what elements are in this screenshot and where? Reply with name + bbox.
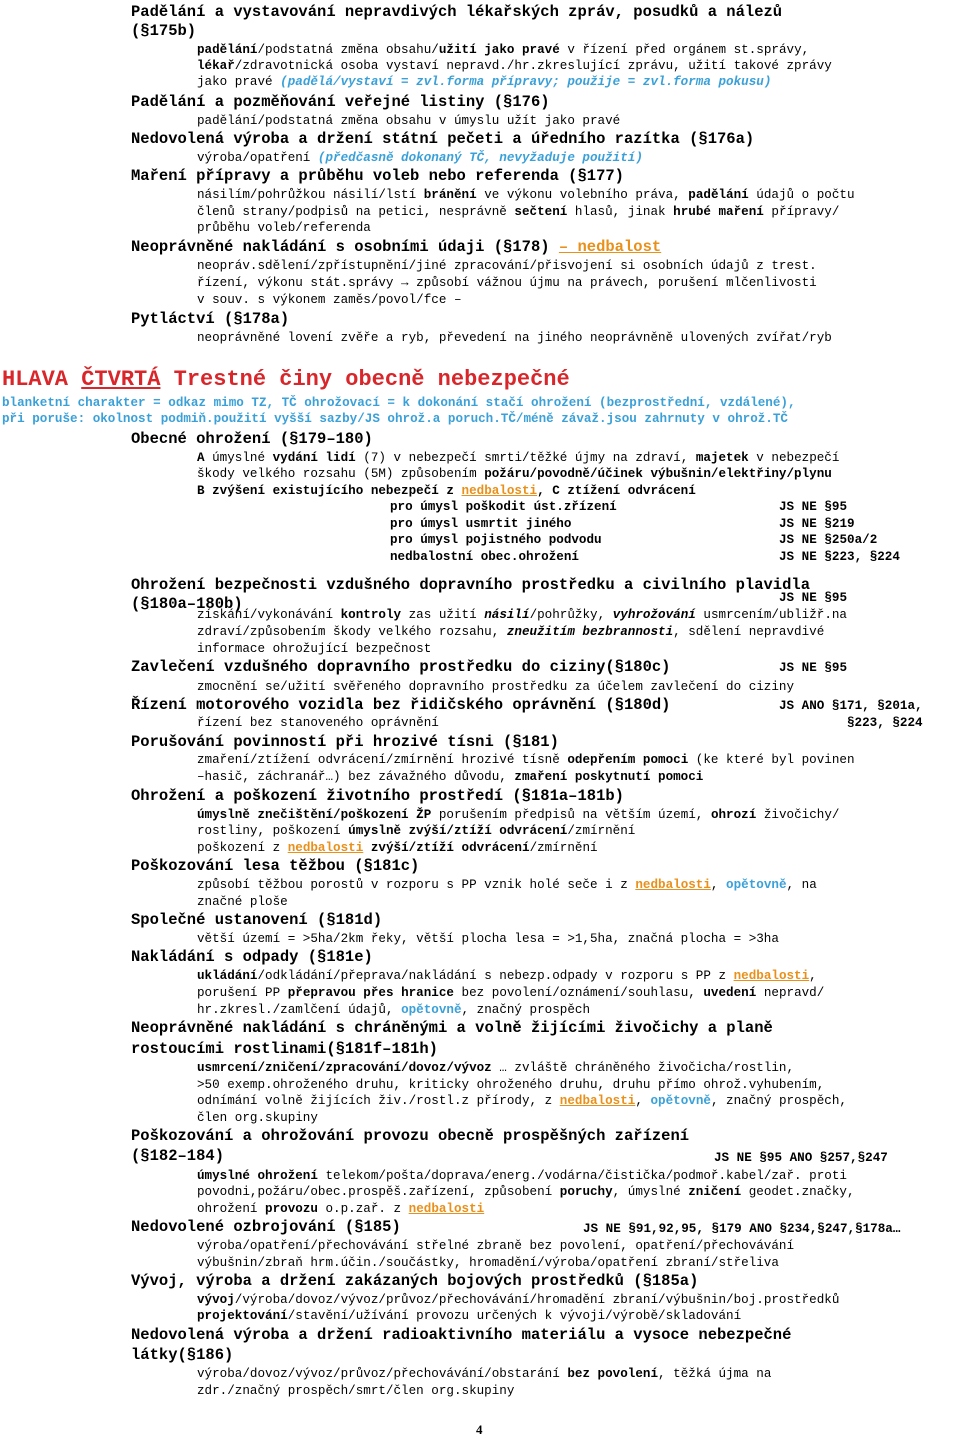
text-segment: nedbalosti	[559, 1094, 636, 1108]
text-segment: /zdravotnická osoba vystaví nepravd./hr.zkreslující zprávu, užití takové zprávy	[234, 59, 832, 73]
text-segment: zmocnění se/užití svěřeného dopravního prostředku za účelem zavlečení do ciziny	[197, 680, 795, 694]
text-segment: , na	[786, 878, 817, 892]
text-segment: … zvláště chráněného živočicha/rostlin,	[491, 1061, 795, 1075]
description-line	[197, 807, 839, 823]
text-segment: násilí	[484, 608, 530, 622]
text-segment: výroba/dovoz/vývoz/průvoz/přechovávání/obstarání	[197, 1367, 568, 1381]
description-line	[197, 113, 620, 129]
text-segment: látky(§186)	[131, 1346, 234, 1364]
section-heading	[131, 93, 550, 112]
text-segment: zas užití	[401, 608, 485, 622]
chapter-heading	[2, 366, 570, 394]
text-segment: nedbalosti	[408, 1202, 485, 1216]
text-segment: zmaření/ztížení odvrácení/zmírnění hrozivé tísně	[197, 753, 568, 767]
section-heading	[131, 1326, 791, 1345]
text-segment: bránění	[423, 188, 477, 202]
text-segment: Neoprávněné nakládání s chráněnými a volně žijícími živočichy a planě	[131, 1019, 773, 1037]
text-segment: ve výkonu volebního práva,	[476, 188, 689, 202]
text-segment: majetek	[695, 451, 749, 465]
text-segment: Společné ustanovení (§181d)	[131, 911, 383, 929]
description-line	[197, 74, 771, 90]
text-segment: požáru/povodně/účinek výbušnin/elektřiny/plynu	[484, 467, 832, 481]
text-segment: jako pravé	[197, 75, 281, 89]
description-line	[197, 1238, 794, 1254]
text-segment: bez povolení/oznámení/souhlasu,	[453, 986, 704, 1000]
section-heading	[131, 1272, 698, 1291]
intent-row-label: nedbalostní obec.ohrožení	[390, 550, 579, 564]
section-heading	[131, 1147, 224, 1166]
text-segment: Poškozování lesa těžbou (§181c)	[131, 857, 420, 875]
text-segment: lékař	[197, 59, 235, 73]
description-line	[197, 1002, 590, 1018]
description-line	[197, 968, 817, 984]
text-segment: poškození z	[197, 841, 288, 855]
text-segment: , úmyslné	[612, 1185, 689, 1199]
legal-reference: JS NE §91,92,95, §179 ANO §234,§247,§178a…	[583, 1222, 901, 1236]
text-segment: údajů o počtu	[748, 188, 855, 202]
text-segment: (§175b)	[131, 22, 197, 40]
text-segment: porušení PP	[197, 986, 288, 1000]
section-heading	[131, 22, 196, 41]
text-segment: opětovně	[726, 878, 787, 892]
text-segment: člen org.skupiny	[197, 1111, 318, 1125]
description-line	[197, 1383, 514, 1399]
text-segment: kontroly	[340, 608, 402, 622]
chapter-subtitle-1: blanketní charakter = odkaz mimo TZ, TČ ohrožovací = k dokonání stačí ohrožení (bezprostřední, vzdálené),	[2, 396, 796, 410]
text-segment: způsobí těžbou porostů v rozporu s PP vznik holé seče i z	[197, 878, 636, 892]
description-line	[197, 150, 643, 166]
text-segment: /výroba/dovoz/vývoz/průvoz/přechovávání/hromadění zbraní/výbušnin/boj.prostředků	[234, 1293, 840, 1307]
text-segment: /podstatná změna obsahu/	[257, 43, 439, 57]
description-line	[197, 840, 598, 856]
chapter-title-c: Trestné činy obecně nebezpečné	[160, 367, 570, 392]
text-segment: A	[197, 451, 205, 465]
text-segment: Zavlečení vzdušného dopravního prostředku do ciziny(§180c)	[131, 658, 671, 676]
text-segment: B zvýšení existujícího nebezpečí z	[197, 484, 462, 498]
text-segment: Ohrožení bezpečnosti vzdušného dopravního prostředku a civilního plavidla	[131, 576, 811, 594]
description-line	[197, 204, 839, 220]
intent-row-ref: JS NE §250a/2	[779, 533, 878, 547]
description-line	[197, 715, 439, 731]
text-segment: užití jako pravé	[438, 43, 560, 57]
legal-reference: JS NE §95 ANO §257,§247	[714, 1151, 888, 1165]
description-line	[197, 1184, 855, 1200]
description-line	[197, 877, 817, 893]
text-segment: výroba/opatření	[197, 151, 318, 165]
text-segment: ,	[809, 969, 817, 983]
text-segment: , značný prospěch,	[710, 1094, 847, 1108]
text-segment: odnímání volně žijících živ./rostl.z přírody, z	[197, 1094, 560, 1108]
description-line	[197, 1255, 779, 1271]
text-segment: /stavění/užívání provozu určených k vývoji/výrobě/skladování	[287, 1309, 742, 1323]
text-segment: ,	[635, 1094, 651, 1108]
text-segment: řízení, výkonu stát.správy → způsobí vážnou újmu na právech, porušení mlčenlivosti	[197, 276, 817, 290]
text-segment: porušením předpisů na větším území,	[431, 808, 711, 822]
text-segment: (padělá/vystaví = zvl.forma přípravy; použije = zvl.forma pokusu)	[280, 75, 772, 89]
text-segment: Poškozování a ohrožování provozu obecně prospěšných zařízení	[131, 1127, 690, 1145]
text-segment: živočichy/	[756, 808, 840, 822]
text-segment: usmrcení/zničení/zpracování/dovoz/vývoz	[197, 1061, 492, 1075]
text-segment: zmaření poskytnutí pomoci	[514, 770, 704, 784]
text-segment: , sdělení nepravdivé	[673, 625, 825, 639]
text-segment: úmyslné	[204, 451, 273, 465]
text-segment: /odkládání/přeprava/nakládání s nebezp.odpady v rozporu s PP z	[257, 969, 734, 983]
description-line	[197, 330, 832, 346]
description-line	[197, 1292, 839, 1308]
text-segment: úmyslně zvýší/ztíží odvrácení	[348, 824, 568, 838]
text-segment: Porušování povinností při hrozivé tísni (§181)	[131, 733, 559, 751]
text-segment: vyhrožování	[612, 608, 696, 622]
text-segment: opětovně	[401, 1003, 462, 1017]
text-segment: provozu	[265, 1202, 318, 1216]
text-segment: (§182–184)	[131, 1147, 225, 1165]
text-segment: ukládání	[197, 969, 258, 983]
text-segment: výbušnin/zbraň hrm.účin./součástky, hromadění/výroba/opatření zbraní/střeliva	[197, 1256, 779, 1270]
description-line	[197, 1060, 794, 1076]
text-segment: rostliny, poškození	[197, 824, 349, 838]
description-line	[197, 1093, 847, 1109]
chapter-title-a: HLAVA	[2, 367, 82, 392]
text-segment: zdraví/způsobením škody velkého rozsahu,	[197, 625, 507, 639]
section-heading	[131, 130, 754, 149]
section-heading	[131, 1218, 401, 1237]
text-segment: Ohrožení a poškození životního prostředí (§181a–181b)	[131, 787, 624, 805]
section-heading	[131, 733, 559, 752]
description-line	[197, 1077, 824, 1093]
text-segment: projektování	[197, 1309, 288, 1323]
section-heading	[131, 238, 661, 257]
text-segment: získání/vykonávání	[197, 608, 341, 622]
section-heading	[131, 310, 289, 329]
text-segment: /zmírnění	[529, 841, 598, 855]
text-segment: nedbalosti	[635, 878, 711, 892]
text-segment: zneužitím bezbrannosti	[506, 625, 674, 639]
text-segment: značné ploše	[197, 895, 288, 909]
description-line	[197, 220, 371, 236]
text-segment: Nakládání s odpady (§181e)	[131, 948, 373, 966]
text-segment: nepravd/	[756, 986, 825, 1000]
text-segment: povodni,požáru/obec.prospěš.zařízení, způsobení	[197, 1185, 560, 1199]
section-heading	[131, 1127, 689, 1146]
section-heading	[131, 787, 624, 806]
section-heading	[131, 696, 671, 715]
text-segment: informace ohrožující bezpečnost	[197, 642, 432, 656]
text-segment: usmrcením/ubližř.na	[695, 608, 847, 622]
text-segment: přípravy/	[763, 205, 840, 219]
description-line	[197, 483, 696, 499]
text-segment: (ke které byl povinen	[688, 753, 855, 767]
description-line	[197, 58, 832, 74]
section-heading	[131, 1346, 233, 1365]
legal-reference: §223, §224	[847, 716, 923, 730]
description-line	[197, 894, 288, 910]
text-segment: Maření přípravy a průběhu voleb nebo referenda (§177)	[131, 167, 624, 185]
text-segment: Obecné ohrožení (§179–180)	[131, 430, 373, 448]
text-segment: Nedovolená výroba a držení radioaktivního materiálu a vysoce nebezpečné	[131, 1326, 792, 1344]
section-heading	[131, 1040, 438, 1059]
text-segment: členů strany/podpisů na petici, nesprávně	[197, 205, 515, 219]
text-segment: –hasič, záchranář…) bez závažného důvodu,	[197, 770, 515, 784]
text-segment: Neoprávněné nakládání s osobními údaji (§178)	[131, 238, 559, 256]
section-heading	[131, 167, 624, 186]
text-segment: /pohrůžky,	[529, 608, 613, 622]
description-line	[197, 769, 703, 785]
section-heading	[131, 1019, 773, 1038]
text-segment: o.p.zař. z	[317, 1202, 409, 1216]
description-line	[197, 607, 847, 623]
text-segment: nedbalosti	[287, 841, 364, 855]
text-segment: >50 exemp.ohroženého druhu, kriticky ohroženého druhu, druhu přímo ohrož.vyhubením,	[197, 1078, 825, 1092]
text-segment: přepravou přes hranice	[287, 986, 454, 1000]
text-segment: geodet.značky,	[741, 1185, 855, 1199]
text-segment	[363, 841, 371, 855]
section-heading	[131, 658, 671, 677]
description-line	[197, 823, 635, 839]
intent-row-ref: JS NE §223, §224	[779, 550, 900, 564]
legal-reference: JS NE §95	[779, 591, 848, 605]
text-segment: vydání lidí	[272, 451, 356, 465]
description-line	[197, 1168, 847, 1184]
text-segment: padělání	[688, 188, 749, 202]
text-segment: telekom/pošta/doprava/energ./vodárna/čistička/podmoř.kabel/zař. proti	[317, 1169, 847, 1183]
description-line	[197, 641, 431, 657]
text-segment: rostoucími rostlinami(§181f–181h)	[131, 1040, 438, 1058]
section-heading	[131, 3, 782, 22]
chapter-title-b: ČTVRTÁ	[81, 367, 161, 392]
text-segment: poruchy	[559, 1185, 613, 1199]
intent-row-label: pro úmysl pojistného podvodu	[390, 533, 602, 547]
text-segment: zvýší/ztíží odvrácení	[370, 841, 530, 855]
text-segment: odepřením pomoci	[567, 753, 689, 767]
description-line	[197, 292, 462, 308]
text-segment: hr.zkresl./zamlčení údajů,	[197, 1003, 402, 1017]
text-segment: Padělání a pozměňování veřejné listiny (§176)	[131, 93, 550, 111]
description-line	[197, 258, 817, 274]
text-segment: zdr./značný prospěch/smrt/člen org.skupiny	[197, 1384, 515, 1398]
page-number: 4	[476, 1422, 483, 1437]
description-line	[197, 624, 824, 640]
description-line	[197, 42, 809, 58]
text-segment: násilím/pohrůžkou násilí/lstí	[197, 188, 424, 202]
text-segment: , značný prospěch	[461, 1003, 591, 1017]
text-segment: /zmírnění	[567, 824, 636, 838]
legal-reference: JS NE §95	[779, 661, 848, 675]
text-segment: (předčasně dokonaný TČ, nevyžaduje použití)	[317, 151, 643, 165]
description-line	[197, 752, 855, 768]
text-segment: Pytláctví (§178a)	[131, 310, 290, 328]
intent-row-ref: JS NE §219	[779, 517, 855, 531]
text-segment: nedbalosti	[733, 969, 810, 983]
text-segment: v nebezpečí	[748, 451, 840, 465]
text-segment: ,	[710, 878, 727, 892]
text-segment: úmyslně znečištění/poškození ŽP	[197, 808, 432, 822]
section-heading	[131, 857, 419, 876]
description-line	[197, 275, 817, 291]
text-segment: Nedovolené ozbrojování (§185)	[131, 1218, 401, 1236]
text-segment: Vývoj, výroba a držení zakázaných bojových prostředků (§185a)	[131, 1272, 699, 1290]
text-segment: hrubé maření	[673, 205, 764, 219]
text-segment: – nedbalost	[558, 238, 662, 256]
section-heading	[131, 948, 373, 967]
intent-row-ref: JS NE §95	[779, 500, 848, 514]
description-line	[197, 931, 779, 947]
text-segment: úmyslné ohrožení	[197, 1169, 318, 1183]
text-segment: škody velkého rozsahu (5M) způsobením	[197, 467, 485, 481]
text-segment: větší území = >5ha/2km řeky, větší plocha lesa = >1,5ha, značná plocha = >3ha	[197, 932, 779, 946]
text-segment: zničení	[688, 1185, 742, 1199]
text-segment: Padělání a vystavování nepravdivých lékařských zpráv, posudků a nálezů	[131, 3, 783, 21]
text-segment: bez povolení	[567, 1367, 659, 1381]
text-segment: , C ztížení odvrácení	[537, 484, 696, 498]
text-segment: řízení bez stanoveného oprávnění	[197, 716, 439, 730]
text-segment: neoprávněné lovení zvěře a ryb, převedení na jiného neoprávněně ulovených zvířat/ryb	[197, 331, 832, 345]
description-line	[197, 466, 832, 482]
text-segment: v souv. s výkonem zaměs/povol/fce –	[197, 293, 462, 307]
text-segment: vývoj	[197, 1293, 235, 1307]
description-line	[197, 1110, 318, 1126]
text-segment: hlasů, jinak	[567, 205, 674, 219]
description-line	[197, 679, 794, 695]
description-line	[197, 1308, 741, 1324]
chapter-subtitle-2: při poruše: okolnost podmiň.použití vyšší sazby/JS ohrož.a poruch.TČ/méně závaž.jsou zahrnuty v ohrož.TČ	[2, 412, 788, 426]
text-segment: , těžká újma na	[658, 1367, 772, 1381]
description-line	[197, 1201, 484, 1217]
text-segment: (7) v nebezpečí smrti/těžké újmy na zdraví,	[355, 451, 696, 465]
text-segment: nedbalosti	[461, 484, 538, 498]
text-segment: padělání/podstatná změna obsahu v úmyslu užít jako pravé	[197, 114, 621, 128]
text-segment: výroba/opatření/přechovávání střelné zbraně bez povolení, opatření/přechovávání	[197, 1239, 795, 1253]
text-segment: ohrožení	[197, 1202, 266, 1216]
text-segment: ohrozí	[710, 808, 757, 822]
text-segment: sečtení	[514, 205, 568, 219]
text-segment: Řízení motorového vozidla bez řidičského oprávnění (§180d)	[131, 696, 671, 714]
section-heading	[131, 576, 810, 595]
text-segment: opětovně	[650, 1094, 711, 1108]
description-line	[197, 187, 855, 203]
text-segment: neopráv.sdělení/zpřístupnění/jiné zpracování/přisvojení si osobních údajů z trest.	[197, 259, 817, 273]
text-segment: uvedení	[703, 986, 757, 1000]
intent-row-label: pro úmysl poškodit úst.zřízení	[390, 500, 617, 514]
legal-reference: JS ANO §171, §201a,	[779, 699, 923, 713]
text-segment: Nedovolená výroba a držení státní pečeti a úředního razítka (§176a)	[131, 130, 755, 148]
description-line	[197, 450, 839, 466]
intent-row-label: pro úmysl usmrtit jiného	[390, 517, 572, 531]
description-line	[197, 985, 824, 1001]
text-segment: (§180a–180b)	[131, 595, 243, 613]
description-line	[197, 1366, 771, 1382]
text-segment: v řízení před orgánem st.správy,	[559, 43, 810, 57]
text-segment: průběhu voleb/referenda	[197, 221, 371, 235]
text-segment: padělání	[197, 43, 258, 57]
section-heading	[131, 430, 373, 449]
section-heading	[131, 911, 382, 930]
